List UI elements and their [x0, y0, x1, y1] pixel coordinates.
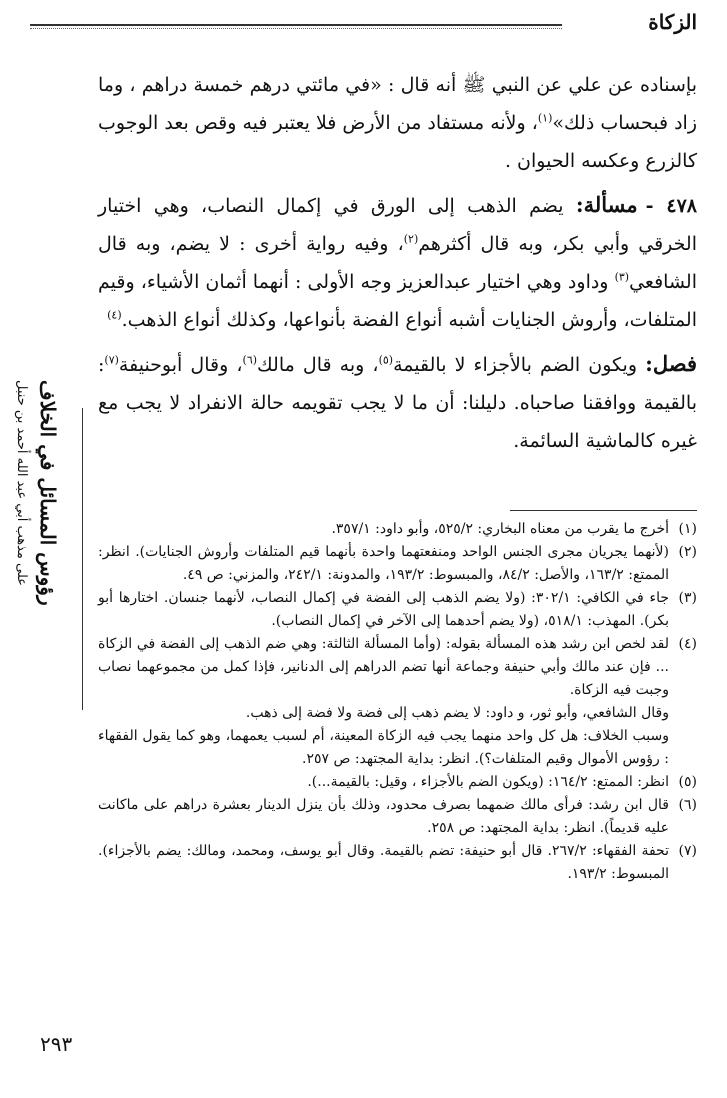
footnote-ref: (٥): [378, 353, 394, 367]
footnote-text: انظر: الممتع: ١٦٤/٢: (ويكون الضم بالأجزاء ، وقيل: بالقيمة...).: [307, 774, 669, 790]
book-title: رؤوس المسائل في الخلاف: [36, 380, 60, 606]
issue-text: ، وفيه رواية أخرى : لا يضم، وبه قال الشافعي: [98, 233, 697, 293]
sidebar-rule: [82, 408, 83, 710]
footnote-ref: (٤): [107, 308, 122, 322]
footnote-number: (٣): [678, 590, 697, 606]
issue-text: يضم الذهب إلى الورق في إكمال النصاب، وهي اختيار الخرقي وأبي بكر، وبه قال أكثرهم: [98, 195, 697, 255]
chapter-title: الزكاة: [648, 10, 697, 34]
section-text: : بالقيمة ووافقنا صاحباه. دليلنا: أن ما لا يجب تقويمه حالة الانفراد لا يجب مع غيره كالماشية السائمة.: [98, 354, 697, 452]
footnote-2: [98, 541, 697, 587]
footnote-separator: [510, 510, 697, 511]
footnote-text: جاء في الكافي: ٣٠٢/١: (ولا يضم الذهب إلى الفضة في إكمال النصاب، لأنهما جنسان. اختارها أبو بكر). المهذب: ٥١٨/١، (ولا يضم أحدهما إلى الآخر في إكمال النصاب).: [98, 590, 669, 629]
footnote-4-continued: [98, 702, 697, 725]
footnote-text: قال ابن رشد: فرأى مالك ضمهما بصرف محدود، وذلك بأن ينزل الدينار بعشرة دراهم على ماكانت عليه قديماً). انظر: بداية المجتهد: ص ٢٥٨.: [98, 797, 669, 836]
footnote-6: [98, 794, 697, 840]
paragraph-text: ، ولأنه مستفاد من الأرض فلا يعتبر فيه وقص بعد الوجوب كالزرع وعكسه الحيوان .: [98, 112, 697, 172]
issue-number: ٤٧٨ -: [645, 195, 697, 217]
footnote-text: وسبب الخلاف: هل كل واحد منهما يجب فيه الزكاة المعينة، أم لسبب يعمهما، وهو كما يقول الفقهاء : رؤوس الأموال وقيم المتلفات؟). انظر: بداية المجتهد: ص ٢٥٧.: [98, 728, 669, 767]
footnote-5: [98, 771, 697, 794]
page-number: ٢٩٣: [40, 1032, 73, 1056]
page-header: [30, 10, 697, 38]
footnote-number: (٧): [678, 843, 697, 859]
section-text: ، وبه قال مالك: [257, 354, 379, 376]
issue-label: مسألة:: [575, 192, 638, 217]
footnote-4-continued: [98, 725, 697, 771]
footnote-ref: (٧): [104, 353, 119, 367]
section-text: ويكون الضم بالأجزاء لا بالقيمة: [393, 354, 646, 376]
footnote-ref: (٣): [614, 270, 630, 284]
footnote-3: [98, 587, 697, 633]
paragraph-text: بإسناده عن علي عن النبي ﷺ أنه قال : «في مائتي درهم خمسة دراهم ، وما زاد فبحساب ذلك»: [98, 74, 697, 134]
footnote-number: (٢): [678, 544, 697, 560]
footnote-ref: (١): [537, 111, 553, 125]
section-paragraph: [98, 345, 697, 460]
footnote-number: (٥): [678, 774, 697, 790]
book-subtitle: على مذهب أبي عبد الله أحمد بن حنبل: [14, 380, 29, 586]
section-text: ، وقال أبوحنيفة: [118, 354, 243, 376]
footnote-text: أخرج ما يقرب من معناه البخاري: ٥٢٥/٢، وأبو داود: ٣٥٧/١.: [331, 521, 669, 537]
footnote-number: (٦): [678, 797, 697, 813]
main-text: [98, 66, 697, 466]
issue-paragraph: [98, 186, 697, 339]
footnote-ref: (٢): [403, 232, 419, 246]
footnote-7: [98, 840, 697, 886]
footnote-ref: (٦): [242, 353, 258, 367]
footnotes: [98, 518, 697, 886]
footnote-number: (٤): [678, 636, 697, 652]
issue-text: وداود وهي اختيار عبدالعزيز وجه الأولى : أنهما أثمان الأشياء، وقيم المتلفات، وأروش الجنايات أشبه أنواع الفضة بأنواعها، وكذلك أنواع الذهب.: [98, 271, 697, 331]
footnote-number: (١): [678, 521, 697, 537]
footnote-text: (لأنهما يجريان مجرى الجنس الواحد ومنفعتهما واحدة بأنهما قيم المتلفات وأروش الجنايات). انظر: الممتع: ١٦٣/٢، والأصل: ٨٤/٢، والمبسوط: ١٩٣/٢، والمدونة: ٢٤٢/١، والمزني: ص ٤٩.: [98, 544, 669, 583]
running-sidebar: [8, 380, 70, 720]
footnote-4: [98, 633, 697, 702]
section-label: فصل:: [645, 351, 697, 376]
paragraph-hadith: [98, 66, 697, 180]
footnote-text: وقال الشافعي، وأبو ثور، و داود: لا يضم ذهب إلى فضة ولا فضة إلى ذهب.: [245, 705, 669, 721]
footnote-1: [98, 518, 697, 541]
footnote-text: لقد لخص ابن رشد هذه المسألة بقوله: (وأما المسألة الثالثة: وهي ضم الذهب إلى الفضة في الزكاة ... فإن عند مالك وأبي حنيفة وجماعة أنها تضم الدراهم إلى الدنانير، فإذا كمل من مجموعهما نصاب وجبت فيه الزكاة.: [98, 636, 669, 698]
footnote-text: تحفة الفقهاء: ٢٦٧/٢. قال أبو حنيفة: تضم بالقيمة. وقال أبو يوسف، ومحمد، ومالك: يضم بالأجزاء). المبسوط: ١٩٣/٢.: [98, 843, 669, 882]
header-rule: [30, 24, 562, 26]
